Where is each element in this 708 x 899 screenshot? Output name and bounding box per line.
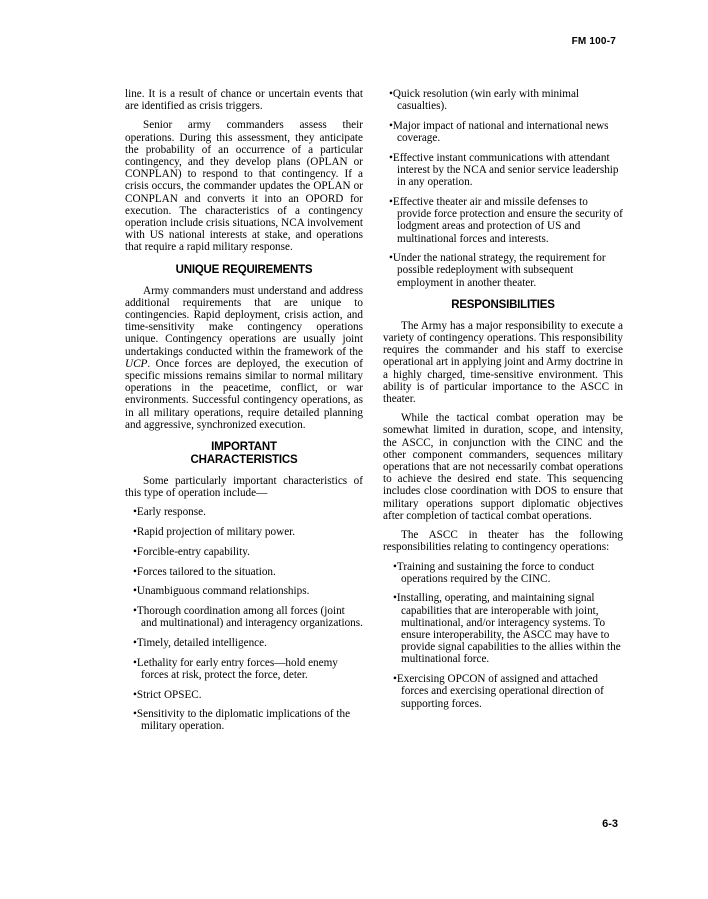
paragraph-army-commanders [125, 285, 363, 431]
paragraph-army-responsibility: The Army has a major responsibility to execute a variety of contingency operations. This responsibility requires the commander and his staff to exercise operational art in applying joint and Army doctrine in a highly charged, time-sensitive environment. This ability is of particular importance to the ASCC in theater. [383, 319, 623, 406]
text-segment: . Once forces are deployed, the execution of specific missions remains similar to normal military operations in the peacetime, conflict, or war environments. Successful contingency operations, as in all military operations, require detailed planning and aggressive, synchronized execution. [125, 357, 363, 431]
paragraph-senior-commanders: Senior army commanders assess their operations. During this assessment, they anticipate the probability of an occurrence of a particular contingency, and they develop plans (OPLAN or CONPLAN) to respond to that contingency. If a crisis occurs, the commander updates the OPLAN or CONPLAN and converts it into an OPORD for execution. The characteristics of a contingency operation include crisis situations, NCA involvement with US national interests at stake, and operations that require a rapid military response. [125, 119, 363, 254]
list-item: •Major impact of national and international news coverage. [389, 119, 609, 145]
list-item: •Unambiguous command relationships. [133, 585, 310, 598]
heading-line: IMPORTANT [211, 441, 277, 454]
characteristics-list [125, 506, 363, 732]
paragraph-tactical-combat: While the tactical combat operation may be somewhat limited in duration, scope, and intensity, the ASCC, in conjunction with the CINC and the other component commanders, sequences military operations that are not necessarily combat operations to achieve the desired end state. This sequencing includes close coordination with DOS to ensure that military operations support diplomatic objectives after completion of tactical combat operations. [383, 412, 623, 522]
text-segment: Army commanders must understand and address additional requirements that are unique to contingencies. Rapid deployment, crisis action, and time-sensitivity make contingency operations unique. Contingency operations are usually joint undertakings conducted within the framework of the [125, 284, 363, 358]
list-item: •Thorough coordination among all forces (joint and multinational) and interagency organizations. [133, 605, 363, 630]
heading-important-characteristics [125, 441, 363, 467]
document-id: FM 100-7 [571, 36, 616, 47]
left-column [125, 88, 363, 740]
list-item: •Sensitivity to the diplomatic implications of the military operation. [133, 708, 351, 733]
responsibilities-list [383, 561, 623, 710]
list-item: •Installing, operating, and maintaining signal capabilities that are interoperable with joint, multinational, and/or interagency systems. To ensure interoperability, the ASCC may have to provide signal capabilities to the allies within the multinational force. [393, 592, 621, 666]
list-item: •Training and sustaining the force to conduct operations required by the CINC. [393, 560, 595, 585]
paragraph-ascc-responsibilities: The ASCC in theater has the following responsibilities relating to contingency operations: [383, 529, 623, 554]
list-item: •Forcible-entry capability. [133, 545, 250, 558]
list-item: •Strict OPSEC. [133, 688, 202, 701]
heading-line: CHARACTERISTICS [190, 454, 298, 467]
list-item: •Quick resolution (win early with minimal casualties). [389, 88, 580, 113]
list-item: •Early response. [133, 506, 206, 519]
list-item: •Effective instant communications with attendant interest by the NCA and senior service leadership in any operation. [389, 151, 619, 189]
list-item: •Forces tailored to the situation. [133, 565, 276, 578]
paragraph-continued: line. It is a result of chance or uncertain events that are identified as crisis triggers. [125, 88, 363, 113]
list-item: •Under the national strategy, the requirement for possible redeployment with subsequent employment in another theater. [389, 252, 606, 289]
list-item: •Timely, detailed intelligence. [133, 636, 267, 649]
list-item: •Effective theater air and missile defenses to provide force protection and ensure the security of lodgment areas and protection of US and multinational forces and interests. [389, 195, 623, 245]
paragraph-characteristics-intro: Some particularly important characteristics of this type of operation include— [125, 475, 363, 500]
heading-responsibilities: RESPONSIBILITIES [451, 298, 555, 311]
characteristics-list-continued [383, 88, 623, 289]
ucp-term: UCP [125, 357, 148, 370]
list-item: •Rapid projection of military power. [133, 526, 296, 539]
list-item: •Exercising OPCON of assigned and attached forces and exercising operational direction of supporting forces. [393, 673, 604, 710]
right-column [383, 88, 623, 717]
heading-unique-requirements: UNIQUE REQUIREMENTS [175, 263, 313, 276]
page-number: 6-3 [602, 818, 618, 830]
list-item: •Lethality for early entry forces—hold enemy forces at risk, protect the force, deter. [133, 656, 338, 681]
